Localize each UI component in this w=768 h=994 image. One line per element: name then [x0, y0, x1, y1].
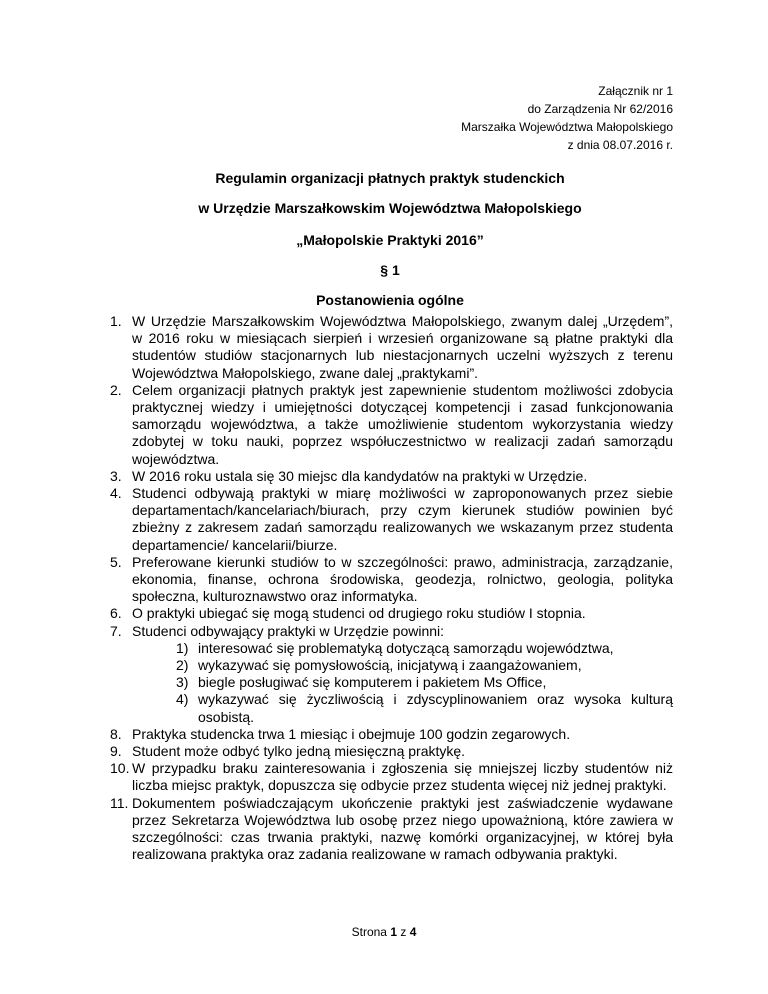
annex-line: do Zarządzenia Nr 62/2016 [527, 102, 673, 116]
sub-item-text: wykazywać się pomysłowością, inicjatywą i zaangażowaniem, [198, 657, 582, 674]
sub-item-number: 4) [176, 691, 189, 708]
page-separator: z [400, 925, 407, 939]
list-item [110, 313, 673, 382]
sub-item-number: 3) [176, 674, 189, 691]
current-page-number: 1 [390, 925, 397, 939]
item-number: 1. [110, 313, 122, 329]
sub-item-text: biegle posługiwać się komputerem i pakietem Ms Office, [198, 674, 547, 691]
item-text: O praktyki ubiegać się mogą studenci od drugiego roku studiów I stopnia. [132, 605, 586, 622]
sub-list-item [110, 691, 673, 725]
list-item [110, 468, 673, 485]
item-text: W Urzędzie Marszałkowskim Województwa Małopolskiego, zwanym dalej „Urzędem”, w 2016 roku w miesiącach sierpień i wrzesień organizowane są płatne praktyki dla studentów studiów stacjonarnych lub niestacjonarnych uczelni wyższych z terenu Województwa Małopolskiego, zwane dalej „praktykami”. [132, 313, 673, 381]
annex-line: Załącznik nr 1 [598, 84, 673, 98]
sub-list-item [110, 657, 673, 674]
sub-item-number: 2) [176, 657, 189, 674]
annex-block [461, 82, 673, 154]
provisions-list [110, 313, 673, 864]
item-number: 11. [110, 794, 129, 811]
item-number: 6. [110, 605, 122, 622]
list-item [110, 605, 673, 622]
list-item [110, 485, 673, 554]
page-label: Strona [351, 925, 387, 939]
annex-line: z dnia 08.07.2016 r. [567, 138, 673, 152]
item-number: 4. [110, 485, 122, 502]
document-title: Regulamin organizacji płatnych praktyk studenckich [215, 170, 565, 186]
item-number: 10. [110, 760, 130, 777]
list-item [110, 554, 673, 606]
sub-list-container [110, 640, 673, 726]
document-subtitle: w Urzędzie Marszałkowskim Województwa Małopolskiego [198, 200, 582, 216]
sub-list-item [110, 640, 673, 657]
requirements-sublist [110, 640, 673, 726]
list-item [110, 623, 673, 640]
page-footer [0, 925, 768, 939]
item-text: W 2016 roku ustala się 30 miejsc dla kandydatów na praktyki w Urzędzie. [132, 467, 588, 484]
list-item [110, 795, 673, 864]
item-text: Studenci odbywający praktyki w Urzędzie powinni: [132, 622, 445, 639]
program-name: „Małopolskie Praktyki 2016” [296, 232, 484, 248]
item-text: Preferowane kierunki studiów to w szczególności: prawo, administracja, zarządzanie, ekonomia, finanse, ochrona środowiska, geodezja, rolnictwo, geologia, polityka społeczna, kulturoznawstwo oraz informatyka. [132, 553, 673, 605]
item-number: 5. [110, 553, 122, 570]
item-text: W przypadku braku zainteresowania i zgłoszenia się mniejszej liczby studentów niż liczba miejsc praktyk, dopuszcza się odbycie przez studenta więcej niż jednej praktyki. [132, 760, 673, 794]
sub-item-number: 1) [176, 639, 189, 656]
item-number: 9. [110, 743, 122, 760]
section-title: Postanowienia ogólne [316, 292, 464, 308]
item-text: Student może odbyć tylko jedną miesięczną praktykę. [132, 743, 466, 760]
sub-list-item [110, 674, 673, 691]
annex-line: Marszałka Województwa Małopolskiego [461, 120, 673, 134]
list-item [110, 382, 673, 468]
sub-item-text: interesować się problematyką dotyczącą samorządu województwa, [198, 639, 614, 656]
list-item [110, 743, 673, 760]
section-number: § 1 [380, 262, 400, 278]
item-text: Studenci odbywają praktyki w miarę możliwości w zaproponowanych przez siebie departamentach/kancelariach/biurach, przy czym kierunek studiów powinien być zbieżny z zakresem zadań samorządu realizowanych we wskazanym przez studenta departamencie/ kancelarii/biurze. [132, 485, 673, 553]
list-item [110, 726, 673, 743]
item-number: 2. [110, 381, 122, 398]
item-text: Dokumentem poświadczającym ukończenie praktyki jest zaświadczenie wydawane przez Sekretarza Województwa lub osobę przez niego upoważnioną, które zawiera w szczególności: czas trwania praktyki, nazwę komórki organizacyjnej, w której była realizowana praktyka oraz zadania realizowane w ramach odbywania praktyki. [132, 794, 673, 863]
item-text: Praktyka studencka trwa 1 miesiąc i obejmuje 100 godzin zegarowych. [132, 725, 571, 742]
item-text: Celem organizacji płatnych praktyk jest zapewnienie studentom możliwości zdobycia praktycznej wiedzy i umiejętności dotyczącej kompetencji i zasad funkcjonowania samorządu województwa, a także umożliwienie studentom wykorzystania wiedzy zdobytej w toku nauki, poprzez współuczestnictwo w realizacji zadań samorządu województwa. [132, 381, 673, 467]
sub-item-text: wykazywać się życzliwością i zdyscyplinowaniem oraz wysoka kulturą osobistą. [198, 691, 673, 725]
total-pages-number: 4 [409, 925, 417, 939]
item-number: 3. [110, 467, 122, 484]
list-item [110, 760, 673, 794]
item-number: 8. [110, 725, 122, 742]
item-number: 7. [110, 622, 122, 639]
